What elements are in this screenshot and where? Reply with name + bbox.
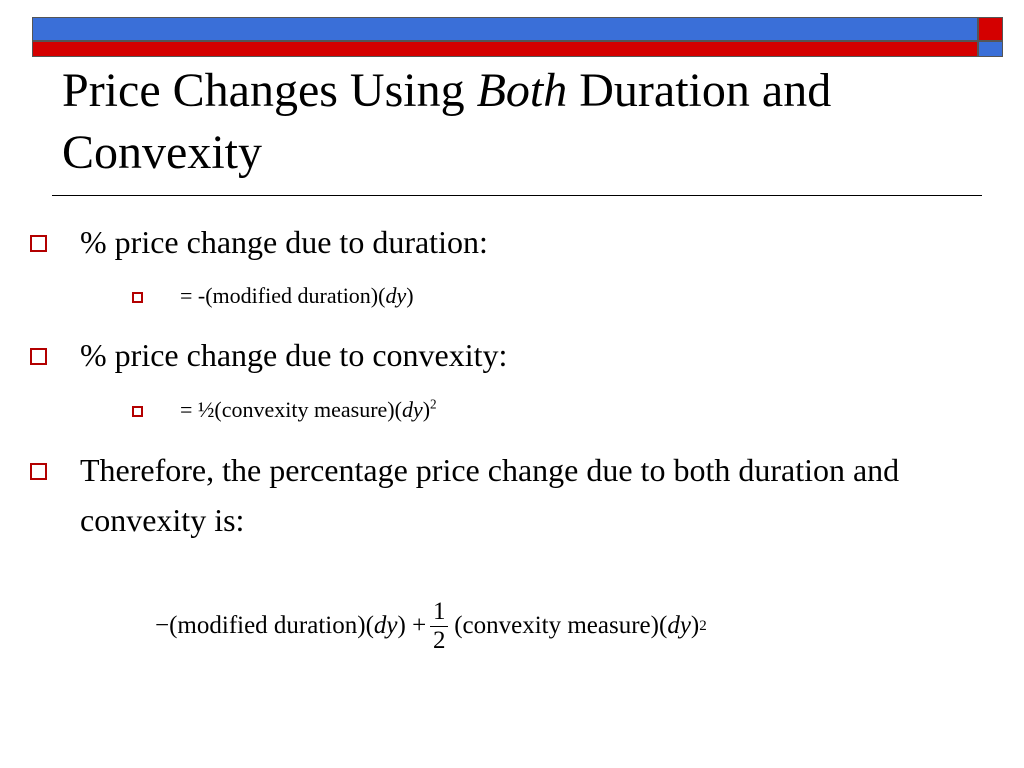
sub-bullet-text [180,393,437,427]
formula-variable-2: dy [667,612,691,639]
formula-fraction [430,598,448,655]
header-band-blue [32,17,978,41]
square-bullet-icon [30,463,47,480]
square-bullet-icon [132,406,143,417]
formula-part2: ) + [397,612,427,639]
bullet-therefore [30,445,940,545]
square-bullet-icon [132,292,143,303]
sub-bullet-convexity-formula [132,393,437,427]
bullet-text: % price change due to duration: [80,224,488,260]
bullet-text: Therefore, the percentage price change due to both duration and convexity is: [80,452,900,538]
slide-title [62,60,982,184]
bullet-convexity [30,330,507,380]
header-band-red [32,41,978,57]
sub-bullet-exponent: 2 [430,396,437,412]
header-corner-blue-square [978,41,1003,57]
sub-bullet-text [180,279,414,313]
title-part2: Duration and Convexity [62,64,832,179]
sub-bullet-suffix: ) [422,397,431,422]
sub-bullet-suffix: ) [406,283,414,308]
header-corner-red-square [978,17,1003,41]
formula-part3: (convexity measure)( [454,612,668,639]
title-emphasis: Both [476,64,568,117]
fraction-numerator: 1 [432,597,446,625]
bullet-duration [30,217,488,267]
formula-part4: ) [690,612,700,639]
sub-bullet-variable: dy [385,283,407,308]
combined-formula: −(modified duration)( dy ) + $\frac{1}{2}$ (convexity measure)( dy ) 2 [155,597,707,654]
formula-variable-1: dy [373,612,398,639]
sub-bullet-prefix: = -(modified duration)( [180,283,386,308]
title-underline [52,195,982,196]
title-part1: Price Changes Using [62,64,477,117]
sub-bullet-duration-formula [132,279,414,313]
bullet-text: % price change due to convexity: [80,337,508,373]
sub-bullet-prefix: = ½(convexity measure)( [180,397,402,422]
fraction-denominator: 2 [432,626,446,654]
square-bullet-icon [30,235,47,252]
square-bullet-icon [30,348,47,365]
sub-bullet-variable: dy [401,397,423,422]
formula-part1: −(modified duration)( [155,612,374,639]
